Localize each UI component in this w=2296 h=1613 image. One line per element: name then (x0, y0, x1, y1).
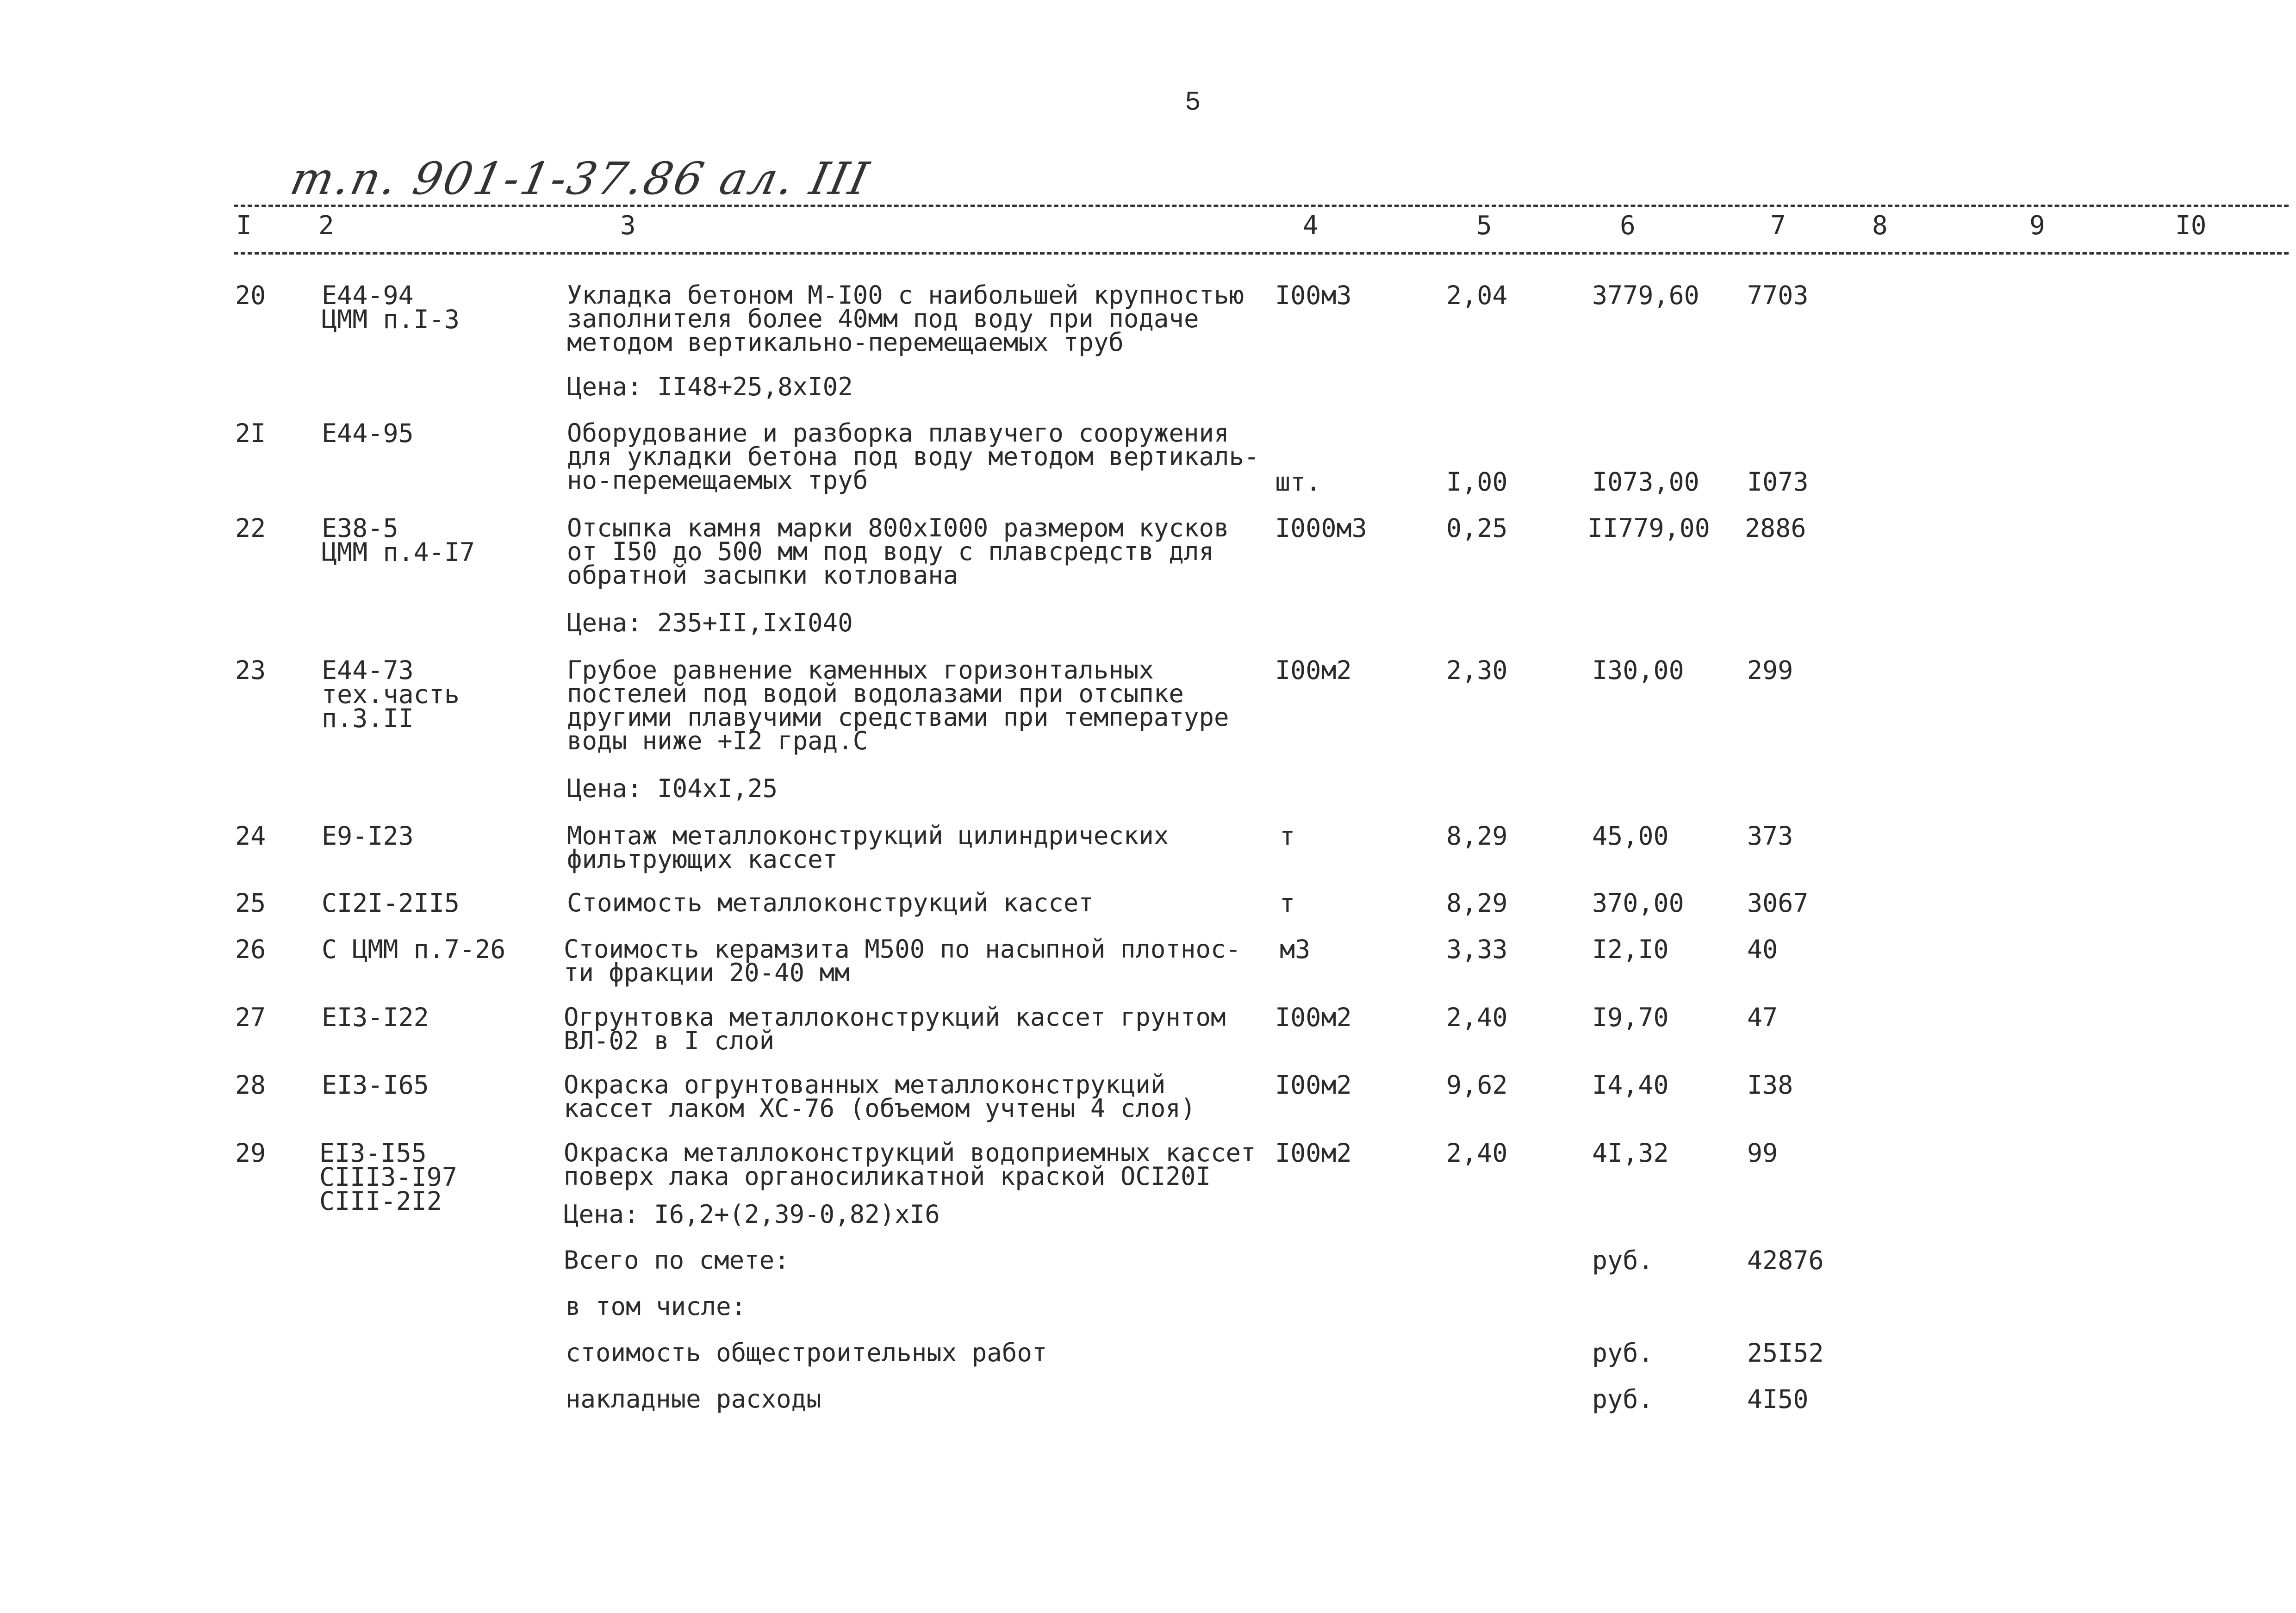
row-number: 27 (235, 1003, 266, 1032)
row-description: Окраска металлоконструкций водоприемных кассет поверх лака органосиликатной краской ОСI20I (564, 1138, 1256, 1191)
row-code: Е38-5 ЦММ п.4-I7 (322, 513, 475, 567)
row-quantity: 3,33 (1446, 934, 1508, 964)
row-number: 22 (235, 513, 266, 543)
row-code: Е44-94 ЦММ п.I-3 (322, 280, 460, 334)
row-unit-price: I4,40 (1592, 1070, 1669, 1100)
row-code: Е9-I23 (322, 821, 414, 851)
column-header-9: 9 (2029, 211, 2045, 241)
row-number: 25 (235, 888, 266, 918)
row-total: 3067 (1747, 888, 1809, 918)
column-header-5: 5 (1476, 211, 1492, 241)
row-description: Огрунтовка металлоконструкций кассет грунтом ВЛ-02 в I слой (564, 1003, 1226, 1055)
row-total: 2886 (1745, 513, 1806, 543)
header-bottom-rule (234, 252, 2289, 255)
summary-value: 42876 (1747, 1246, 1824, 1275)
row-quantity: 2,40 (1446, 1138, 1508, 1168)
column-header-2: 2 (318, 211, 334, 241)
row-quantity: 2,04 (1446, 280, 1508, 310)
column-header-1: I (236, 211, 252, 241)
row-unit-price: II779,00 (1587, 513, 1710, 543)
row-description: Стоимость металлоконструкций кассет (567, 888, 1094, 917)
row-unit: I00м3 (1275, 280, 1352, 310)
row-quantity: 8,29 (1446, 888, 1508, 918)
row-total: 40 (1747, 934, 1778, 964)
row-unit: м3 (1280, 934, 1311, 964)
summary-value: 4I50 (1747, 1384, 1809, 1414)
row-number: 2I (235, 418, 266, 448)
row-code: Е44-73 тех.часть п.3.II (322, 655, 460, 733)
row-quantity: I,00 (1446, 467, 1508, 497)
row-price-formula: Цена: I6,2+(2,39-0,82)хI6 (564, 1200, 940, 1229)
row-unit-price: I2,I0 (1592, 934, 1669, 964)
row-unit-price: I30,00 (1592, 655, 1684, 685)
summary-label: накладные расходы (566, 1384, 821, 1414)
row-code: С ЦММ п.7-26 (322, 934, 506, 964)
row-quantity: 2,30 (1446, 655, 1508, 685)
row-number: 29 (235, 1138, 266, 1168)
row-unit: т (1280, 888, 1295, 918)
row-unit-price: 4I,32 (1592, 1138, 1669, 1168)
row-code: ЕI3-I55 СIII3-I97 СIII-2I2 (319, 1138, 458, 1216)
row-description: Монтаж металлоконструкций цилиндрических фильтрующих кассет (567, 821, 1169, 874)
page-number: 5 (1185, 88, 1201, 118)
summary-unit: руб. (1592, 1246, 1654, 1275)
summary-value: 25I52 (1747, 1338, 1824, 1368)
row-total: I073 (1747, 467, 1809, 497)
column-header-6: 6 (1620, 211, 1636, 241)
row-total: 47 (1747, 1003, 1778, 1032)
row-total: I38 (1747, 1070, 1793, 1100)
column-header-3: 3 (620, 211, 636, 241)
row-description: Грубое равнение каменных горизонтальных постелей под водой водолазами при отсыпке другими плавучими средствами при температуре воды ниже +I2 град.С (567, 655, 1229, 755)
summary-unit: руб. (1592, 1338, 1654, 1368)
column-header-7: 7 (1770, 211, 1786, 241)
row-description: Укладка бетоном М-I00 с наибольшей крупностью заполнителя более 40мм под воду при подаче методом вертикально-перемещаемых труб (567, 280, 1244, 357)
row-unit: т (1280, 821, 1295, 851)
row-unit: I00м2 (1275, 1003, 1352, 1032)
row-unit: I00м2 (1275, 1070, 1352, 1100)
row-number: 23 (235, 655, 266, 685)
row-price-formula: Цена: I04хI,25 (567, 774, 778, 803)
column-header-10: I0 (2175, 211, 2207, 241)
row-unit-price: I9,70 (1592, 1003, 1669, 1032)
row-quantity: 2,40 (1446, 1003, 1508, 1032)
row-unit: шт. (1275, 467, 1321, 497)
row-quantity: 8,29 (1446, 821, 1508, 851)
row-number: 24 (235, 821, 266, 851)
row-unit: I00м2 (1275, 655, 1352, 685)
row-total: 373 (1747, 821, 1793, 851)
column-header-8: 8 (1872, 211, 1888, 241)
column-header-4: 4 (1303, 211, 1319, 241)
row-description: Отсыпка камня марки 800хI000 размером кусков от I50 до 500 мм под воду с плавсредств для обратной засыпки котлована (567, 513, 1229, 590)
row-description: Окраска огрунтованных металлоконструкций кассет лаком ХС-76 (объемом учтены 4 слоя) (564, 1070, 1196, 1123)
row-unit-price: 3779,60 (1592, 280, 1699, 310)
row-quantity: 9,62 (1446, 1070, 1508, 1100)
row-unit-price: 370,00 (1592, 888, 1684, 918)
header-top-rule (234, 205, 2289, 207)
summary-unit: руб. (1592, 1384, 1654, 1414)
row-description: Стоимость керамзита М500 по насыпной плотнос- ти фракции 20-40 мм (564, 934, 1241, 987)
row-unit: I000м3 (1275, 513, 1367, 543)
summary-label: стоимость общестроительных работ (566, 1338, 1047, 1367)
summary-label: Всего по смете: (564, 1246, 790, 1275)
document-reference: т.п. 901-1-37.86 ал. III (286, 153, 875, 205)
row-price-formula: Цена: 235+II,IхI040 (567, 608, 853, 637)
row-code: ЕI3-I22 (322, 1003, 429, 1032)
row-number: 26 (235, 934, 266, 964)
row-code: Е44-95 (322, 418, 414, 448)
row-unit-price: I073,00 (1592, 467, 1699, 497)
row-number: 28 (235, 1070, 266, 1100)
summary-label: в том числе: (566, 1292, 747, 1321)
row-code: ЕI3-I65 (322, 1070, 429, 1100)
row-unit-price: 45,00 (1592, 821, 1669, 851)
row-number: 20 (235, 280, 266, 310)
row-unit: I00м2 (1275, 1138, 1352, 1168)
row-total: 299 (1747, 655, 1793, 685)
row-total: 7703 (1747, 280, 1809, 310)
row-code: СI2I-2II5 (322, 888, 460, 918)
row-description: Оборудование и разборка плавучего сооружения для укладки бетона под воду методом вертикаль- но-перемещаемых труб (567, 418, 1259, 495)
row-total: 99 (1747, 1138, 1778, 1168)
row-price-formula: Цена: II48+25,8хI02 (567, 372, 853, 401)
row-quantity: 0,25 (1446, 513, 1508, 543)
